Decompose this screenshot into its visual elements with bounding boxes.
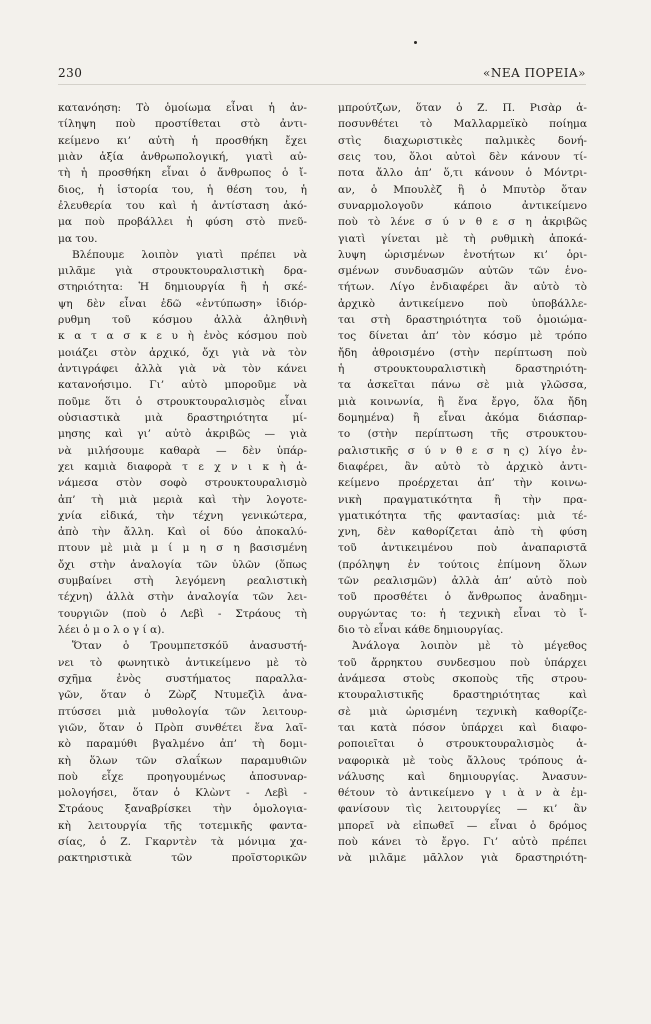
text-line: τὴ ἡ προσθήκη εἶναι ὁ ἄνθρωπος ὁ ἴ- <box>58 167 307 180</box>
text-line: χει καμιὰ διαφορὰ τ ε χ ν ι κ ὴ ἀ- <box>58 460 307 473</box>
text-line: μοιάζει στὸν ἀρχικό, ὄχι γιὰ νὰ τὸν <box>58 346 307 359</box>
text-line: γματικότητα τῆς φαντασίας: μιὰ τέ- <box>338 509 587 522</box>
text-line: σχῆμα ἑνὸς συστήματος παραλλα- <box>58 672 307 685</box>
text-line: ναφορικὰ μὲ τοὺς ἄλλους τρόπους ἀ- <box>338 754 587 767</box>
text-line: σμένων συνδυασμῶν αὐτῶν τῶν ἑνο- <box>338 265 587 278</box>
text-line: οὐσιαστικὰ μιὰ δραστηριότητα μί- <box>58 411 307 424</box>
text-line: μα ποὺ προβάλλει ἡ φύση στὸ πνεῦ- <box>58 216 307 229</box>
text-line: γιῶν, ὅταν ὁ Πρὸπ συνθέτει ἕνα λαϊ- <box>58 721 307 734</box>
text-line: νὰ μιλήσουμε καθαρὰ — δὲν ὑπάρ- <box>58 444 307 457</box>
text-line: ρακτηριστικὰ τῶν προϊστορικῶν <box>58 852 307 865</box>
text-line: δομημένα) ἢ εἶναι ἀκόμα διάσπαρ- <box>338 411 587 424</box>
text-line: Βλέπουμε λοιπὸν γιατὶ πρέπει νὰ <box>72 248 307 261</box>
text-line: τοῦ προσθέτει ὁ ἄνθρωπος ἀναδημι- <box>338 591 587 604</box>
text-line: νάλυσης καὶ δημιουργίας. Ἀνασυν- <box>338 770 587 783</box>
text-line: ἀρχικὸ ἀντικείμενο ποὺ ὑποβάλλε- <box>338 297 587 310</box>
text-line: αν, ὁ Μπουλὲζ ἢ ὁ Μπυτὸρ ὅταν <box>338 183 587 196</box>
ink-dot <box>414 41 417 44</box>
text-line: ραλιστικῆς σ ύ ν θ ε σ η ς) λίγο ἐν- <box>338 444 587 457</box>
text-line: νάμεσα στὸν σοφὸ στρουκτουραλισμὸ <box>58 477 307 490</box>
text-line: μιὰν ἀξία ἀνθρωπολογική, γιατὶ αὐ- <box>58 150 307 163</box>
text-line: κὴ λειτουργία τῆς τοτεμικῆς φαντα- <box>58 819 307 832</box>
text-line: ὄχι στὴν ἀναλογία τῶν ὑλῶν (ὅπως <box>58 558 307 571</box>
text-line: μπρούτζων, ὅταν ὁ Ζ. Π. Ρισὰρ ἀ- <box>338 102 587 114</box>
text-line: μιὰ κοινωνία, ἢ ἕνα ἔργο, ὅλα ἤδη <box>338 395 587 408</box>
text-line: ἀπ’ τὴ μιὰ μεριὰ καὶ τὴν λογοτε- <box>58 493 307 506</box>
text-line: ποτα ἄλλο ἀπ’ ὅ,τι κάνουν ὁ Μόντρι- <box>338 167 587 180</box>
text-line: τέχνη) ἀλλὰ στὴν ἀναλογία τῶν λει- <box>58 591 307 604</box>
text-line: συναρμολογοῦν κάποιο ἀντικείμενο <box>338 199 587 212</box>
text-line: ποὺ τὸ λένε σ ύ ν θ ε σ η ἀκριβῶς <box>338 216 587 229</box>
text-line: κτουραλιστικῆς δραστηριότητας καὶ <box>338 689 587 702</box>
text-line: μησης καὶ γι’ αὐτὸ ἀκριβῶς — γιὰ <box>58 428 307 441</box>
text-line: ποὺ εἶχε προηγουμένως ἀποσυναρ- <box>58 770 307 783</box>
text-line: ἡ στρουκτουραλιστικὴ δραστηριότη- <box>338 363 587 375</box>
text-line: ουργώντας το: ἡ τεχνικὴ εἶναι τὸ ἴ- <box>338 607 587 620</box>
text-line: κατανοήσιμο. Γι’ αὐτὸ μποροῦμε νὰ <box>58 379 307 392</box>
page-header <box>58 60 586 80</box>
text-line: νικὴ πραγματικότητα ἢ τὴν πρα- <box>338 493 587 506</box>
text-line: κ α τ α σ κ ε υ ὴ ἑνὸς κόσμου ποὺ <box>58 330 307 343</box>
text-line: σὲ μιὰ ὡρισμένη τεχνικὴ καθορίζε- <box>338 705 587 718</box>
text-line: κατανόηση: Τὸ ὁμοίωμα εἶναι ἡ ἀν- <box>58 102 307 114</box>
text-line: νὰ μιλᾶμε μᾶλλον γιὰ δραστηριότη- <box>338 852 587 865</box>
text-line: ρυθμη τοῦ κόσμου ἀλλὰ ἀληθινὴ <box>58 314 307 327</box>
text-line: κὸ παραμύθι βγαλμένο ἀπ’ τὴ δομι- <box>58 738 307 751</box>
text-line: ροποιεῖται ὁ στρουκτουραλισμὸς ἀ- <box>338 738 587 751</box>
text-line: (πρόληψη ἐν τούτοις ἐπίμονη ὅλων <box>338 558 587 571</box>
text-line: ἀνάμεσα στοὺς σκοποὺς τῆς στρου- <box>338 672 587 685</box>
text-line: διος, ἡ ἱστορία του, ἡ θέση του, ἡ <box>58 183 307 196</box>
text-line: Ὅταν ὁ Τρουμπετσκόϋ ἀνασυστή- <box>72 640 307 653</box>
text-line: φανίσουν τὶς λειτουργίες — κι’ ἂν <box>338 803 587 816</box>
text-line: κείμενο κι’ αὐτὴ ἡ προσθήκη ἔχει <box>58 134 307 147</box>
text-line: κείμενο προέρχεται ἀπ’ τὴν κοινω- <box>338 477 587 490</box>
text-line: γιατὶ γίνεται μὲ τὴ ρυθμικὴ ἀποκά- <box>338 232 587 245</box>
text-line: κὴ ὅλων τῶν σλαΐκων παραμυθιῶν <box>58 754 307 767</box>
text-line: τῶν ρεαλισμῶν) ἀλλὰ ἀπ’ αὐτὸ ποὺ <box>338 575 587 588</box>
text-line: τίληψη ποὺ προστίθεται στὸ ἀντι- <box>58 118 307 131</box>
text-line: λέει ὁ μ ο λ ο γ ί α). <box>58 624 165 636</box>
text-line: λυψη ὡρισμένων ἑνοτήτων κι’ ὁρι- <box>338 248 587 261</box>
text-line: ποῦμε ὅτι ὁ στρουκτουραλισμὸς εἶναι <box>58 395 307 408</box>
text-line: ἤδη ἀθροισμένο (στὴν περίπτωση ποὺ <box>338 346 587 359</box>
text-line: μπορεῖ νὰ εἰπωθεῖ — εἶναι ὁ δρόμος <box>338 819 587 832</box>
text-line: ται κατὰ πόσον ὑπάρχει καὶ διαφο- <box>338 721 587 734</box>
text-line: ἐλευθερία του καὶ ἡ ἀντίσταση ἀκό- <box>58 199 307 212</box>
text-line: χνη, δὲν καθορίζεται ἀπὸ τὴ φύση <box>338 526 587 539</box>
text-line: ἀντιγράφει ἀλλὰ γιὰ νὰ τὸν κάνει <box>58 363 307 375</box>
text-line: τοῦ ἄρρηκτου συνδεσμου ποὺ ὑπάρχει <box>338 656 587 669</box>
text-line: μιλᾶμε γιὰ στρουκτουραλιστικὴ δρα- <box>58 265 307 278</box>
text-line: διαφέρει, ἂν αὐτὸ τὸ ἀρχικὸ ἀντι- <box>338 460 587 473</box>
text-line: σεις του, ὅλοι αὐτοὶ δὲν κάνουν τί- <box>338 150 587 163</box>
text-line: διο τὸ εἶναι κάθε δημιουργίας. <box>338 624 504 636</box>
text-line: ἀπὸ τὴν ἄλλη. Καὶ οἱ δύο ἀποκαλύ- <box>58 526 307 539</box>
text-line: τα ἀσκεῖται πάνω σὲ μιὰ γλῶσσα, <box>338 379 587 392</box>
text-line: συμβαίνει στὴ λεγόμενη ρεαλιστικὴ <box>58 575 307 588</box>
text-line: γῶν, ὅταν ὁ Ζὼρζ Ντυμεζὶλ ἀνα- <box>58 689 307 702</box>
right-column <box>338 100 587 867</box>
left-column <box>58 100 307 867</box>
text-line: ποσυνθέτει τὸ Μαλλαρμεϊκὸ ποίημα <box>338 118 587 131</box>
text-line: θέτουν τὸ ἀντικείμενο γ ι ὰ ν ὰ ἐμ- <box>338 787 587 800</box>
text-line: ψη δὲν εἶναι ἐδῶ «ἐντύπωση» ἰδιόρ- <box>58 297 307 310</box>
text-line: μα του. <box>58 232 98 245</box>
text-line: πτύσσει μιὰ μυθολογία τῶν λειτουρ- <box>58 705 307 718</box>
text-line: ται στὴ δραστηριότητα τοῦ ὁμοιώμα- <box>338 314 587 327</box>
text-line: στὶς διαχωριστικὲς παλμικὲς δονή- <box>338 134 587 147</box>
text-line: χνία εἰδικά, τὴν τέχνη γενικώτερα, <box>58 509 307 522</box>
journal-title: «ΝΕΑ ΠΟΡΕΙΑ» <box>483 66 586 80</box>
text-line: Στράους ξαναβρίσκει τὴν ὁμολογια- <box>58 803 307 816</box>
text-line: σίας, ὁ Ζ. Γκαρντὲν τὰ μόνιμα χα- <box>58 836 307 849</box>
text-line: πτουν μὲ μιὰ μ ί μ η σ η βασισμένη <box>58 542 307 555</box>
header-rule <box>58 84 586 85</box>
text-line: το (στὴν περίπτωση τῆς στρουκτου- <box>338 428 587 441</box>
text-columns <box>58 100 586 980</box>
text-line: μολογήσει, ὅταν ὁ Κλὼντ - Λεβὶ - <box>58 787 307 800</box>
text-line: νει τὸ φωνητικὸ ἀντικείμενο μὲ τὸ <box>58 656 307 669</box>
text-line: τος δίνεται ἀπ’ τὸν κόσμο μὲ τρόπο <box>338 330 587 343</box>
text-line: τήτων. Λίγο ἐνδιαφέρει ἂν αὐτὸ τὸ <box>338 281 587 294</box>
text-line: ποὺ κάνει τὸ ἔργο. Γι’ αὐτὸ πρέπει <box>338 836 587 849</box>
text-line: τουργιῶν (ποὺ ὁ Λεβὶ - Στράους τὴ <box>58 607 307 620</box>
text-line: Ἀνάλογα λοιπὸν μὲ τὸ μέγεθος <box>352 640 587 653</box>
text-line: στηριότητα: Ἡ δημιουργία ἢ ἡ σκέ- <box>58 281 307 294</box>
text-line: τοῦ ἀντικειμένου ποὺ ἀναπαριστᾶ <box>338 542 587 555</box>
page-number: 230 <box>58 66 83 80</box>
